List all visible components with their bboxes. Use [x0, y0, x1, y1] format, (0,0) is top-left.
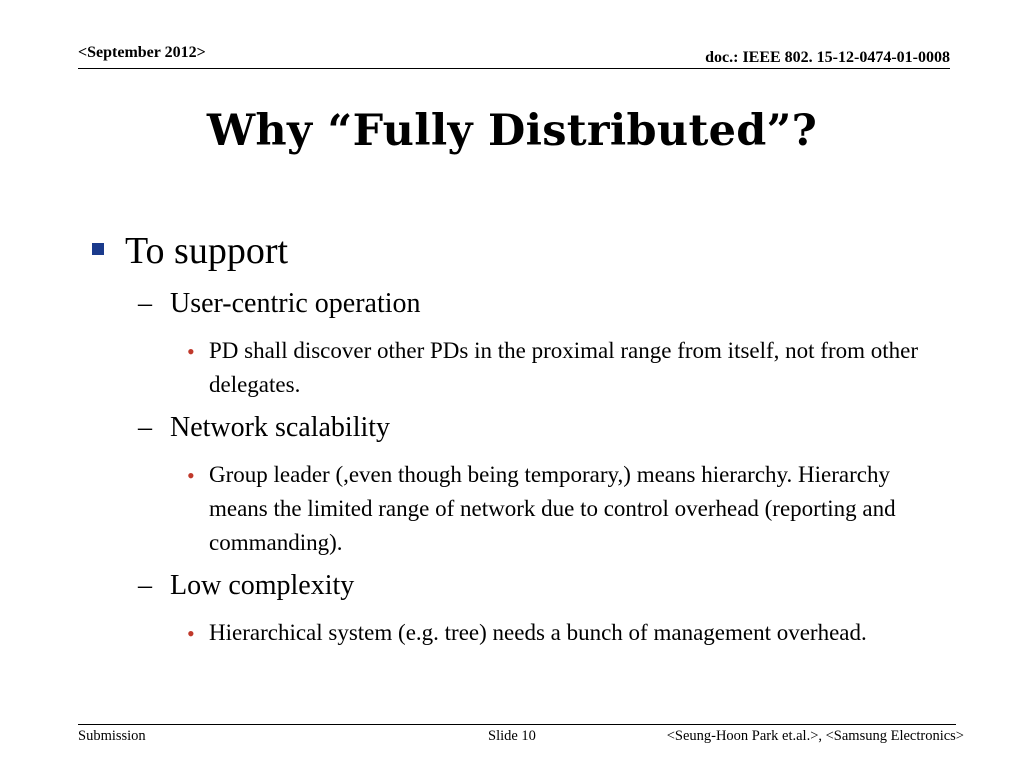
section-heading: User-centric operation [170, 288, 421, 319]
section-point: Group leader (,even though being temporary,) means hierarchy. Hierarchy means the limited range of network due to control overhead (reporting and commanding). [209, 462, 896, 555]
dot-bullet-icon: • [187, 621, 195, 646]
footer-authors: <Seung-Hoon Park et.al.>, <Samsung Electronics> [666, 728, 964, 744]
dash-bullet-icon: – [138, 288, 152, 319]
slide-title: Why “Fully Distributed”? [206, 106, 818, 156]
section-point: Hierarchical system (e.g. tree) needs a bunch of management overhead. [209, 620, 867, 645]
dash-bullet-icon: – [138, 412, 152, 443]
section-heading: Low complexity [170, 570, 355, 601]
dash-bullet-icon: – [138, 570, 152, 601]
dot-bullet-icon: • [187, 339, 195, 364]
square-bullet-icon [92, 243, 104, 255]
header-rule [78, 68, 950, 69]
header-date: <September 2012> [78, 44, 206, 61]
footer-rule [78, 724, 956, 725]
header-doc-id: doc.: IEEE 802. 15-12-0474-01-0008 [705, 49, 950, 66]
footer-submission: Submission [78, 728, 146, 744]
footer-slide-number: Slide 10 [488, 728, 536, 744]
section-point: PD shall discover other PDs in the proximal range from itself, not from other delegates. [209, 338, 919, 397]
dot-bullet-icon: • [187, 463, 195, 488]
level1-text: To support [125, 230, 289, 272]
section-heading: Network scalability [170, 412, 391, 443]
